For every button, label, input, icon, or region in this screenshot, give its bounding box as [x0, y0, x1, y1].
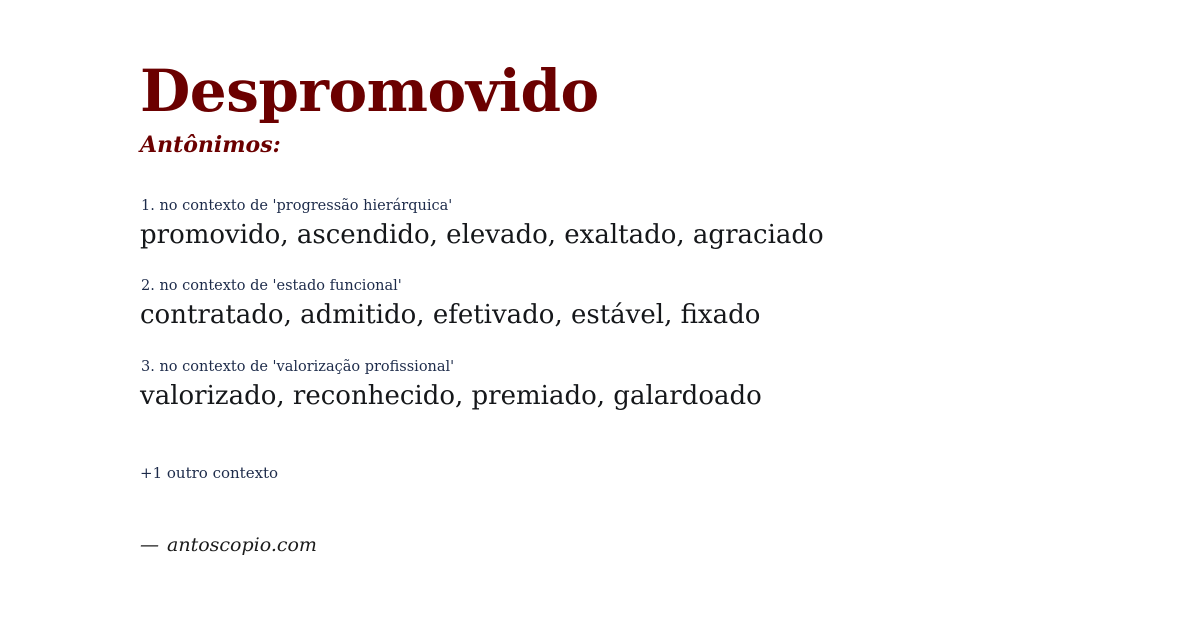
section-subtitle: Antônimos: — [140, 132, 281, 158]
page-title: Despromovido — [140, 57, 599, 125]
list-item — [140, 358, 1120, 412]
list-item — [140, 277, 1120, 331]
sense-context-line — [141, 358, 1120, 377]
sense-synonyms: promovido, ascendido, elevado, exaltado, agraciado — [140, 219, 824, 250]
source-domain: antoscopio.com — [167, 534, 317, 556]
sense-synonyms: contratado, admitido, efetivado, estável, fixado — [140, 300, 761, 331]
sense-context: no contexto de 'valorização profissional' — [159, 358, 455, 375]
more-contexts-note: +1 outro contexto — [140, 464, 279, 482]
sense-context-line — [141, 197, 1120, 216]
sense-context: no contexto de 'progressão hierárquica' — [159, 198, 453, 214]
sense-index: 2. — [141, 278, 155, 295]
source-attribution — [140, 534, 317, 556]
sense-list — [140, 197, 1120, 438]
list-item — [140, 197, 1120, 251]
sense-synonyms: valorizado, reconhecido, premiado, galardoado — [140, 380, 762, 411]
sense-context-line — [141, 277, 1120, 296]
em-dash: — — [140, 534, 159, 556]
sense-index: 1. — [141, 198, 155, 214]
sense-index: 3. — [141, 358, 155, 375]
sense-context: no contexto de 'estado funcional' — [159, 278, 402, 295]
